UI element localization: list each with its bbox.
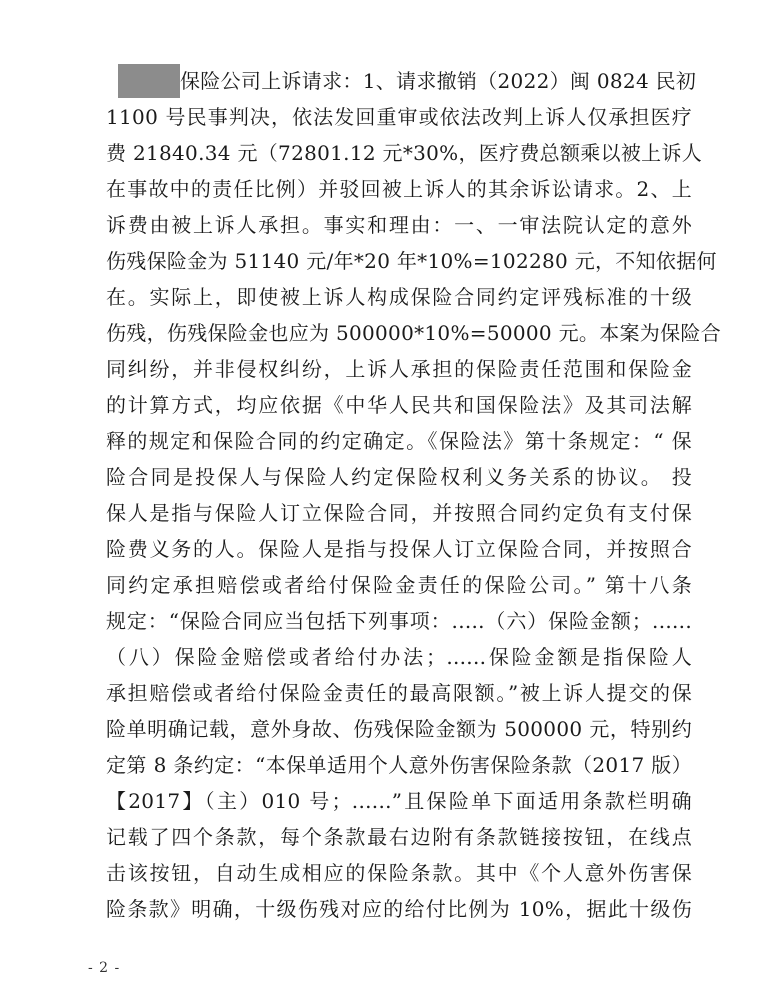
text-line: 险单明确记载，意外身故、伤残保险金额为 500000 元，特别约 [106, 717, 692, 741]
text-line: 规定：“保险合同应当包括下列事项：.....（六）保险金额；...... [106, 609, 692, 633]
text-line: 险条款》明确，十级伤残对应的给付比例为 10%，据此十级伤 [106, 897, 692, 921]
redaction-block [118, 64, 180, 98]
text-line: 伤残保险金为 51140 元/年*20 年*10%=102280 元，不知依据何 [106, 249, 717, 273]
text-line: 费 21840.34 元（72801.12 元*30%，医疗费总额乘以被上诉人 [106, 141, 703, 165]
text-line: 在。实际上，即使被上诉人构成保险合同约定评残标准的十级 [106, 285, 692, 309]
text-line: 在事故中的责任比例）并驳回被上诉人的其余诉讼请求。2、上 [106, 177, 692, 201]
text-line: 记载了四个条款，每个条款最右边附有条款链接按钮，在线点 [106, 825, 692, 849]
text-line: 伤残，伤残保险金也应为 500000*10%=50000 元。本案为保险合 [106, 321, 721, 345]
text-line: （八）保险金赔偿或者给付办法；......保险金额是指保险人 [106, 645, 692, 669]
text-line: 保险公司上诉请求：1、请求撤销（2022）闽 0824 民初 [180, 69, 697, 93]
text-line: 险合同是投保人与保险人约定保险权利义务关系的协议。 投 [106, 465, 692, 489]
text-line: 承担赔偿或者给付保险金责任的最高限额。”被上诉人提交的保 [106, 681, 692, 705]
text-line: 击该按钮，自动生成相应的保险条款。其中《个人意外伤害保 [106, 861, 692, 885]
text-line: 保人是指与保险人订立保险合同，并按照合同约定负有支付保 [106, 501, 692, 525]
text-line: 【2017】（主）010 号；......”且保险单下面适用条款栏明确 [106, 789, 692, 813]
text-line: 释的规定和保险合同的约定确定。《保险法》第十条规定：“ 保 [106, 429, 692, 453]
text-line: 同纠纷，并非侵权纠纷，上诉人承担的保险责任范围和保险金 [106, 357, 692, 381]
text-line: 险费义务的人。保险人是指与投保人订立保险合同，并按照合 [106, 537, 692, 561]
text-line: 的计算方式，均应依据《中华人民共和国保险法》及其司法解 [106, 393, 692, 417]
text-line: 定第 8 条约定：“本保单适用个人意外伤害保险条款（2017 版） [106, 753, 692, 777]
text-line: 1100 号民事判决，依法发回重审或依法改判上诉人仅承担医疗 [106, 105, 692, 129]
text-line: 同约定承担赔偿或者给付保险金责任的保险公司。” 第十八条 [106, 573, 692, 597]
page-number: - 2 - [88, 960, 121, 976]
text-line: 诉费由被上诉人承担。事实和理由：一、一审法院认定的意外 [106, 213, 692, 237]
